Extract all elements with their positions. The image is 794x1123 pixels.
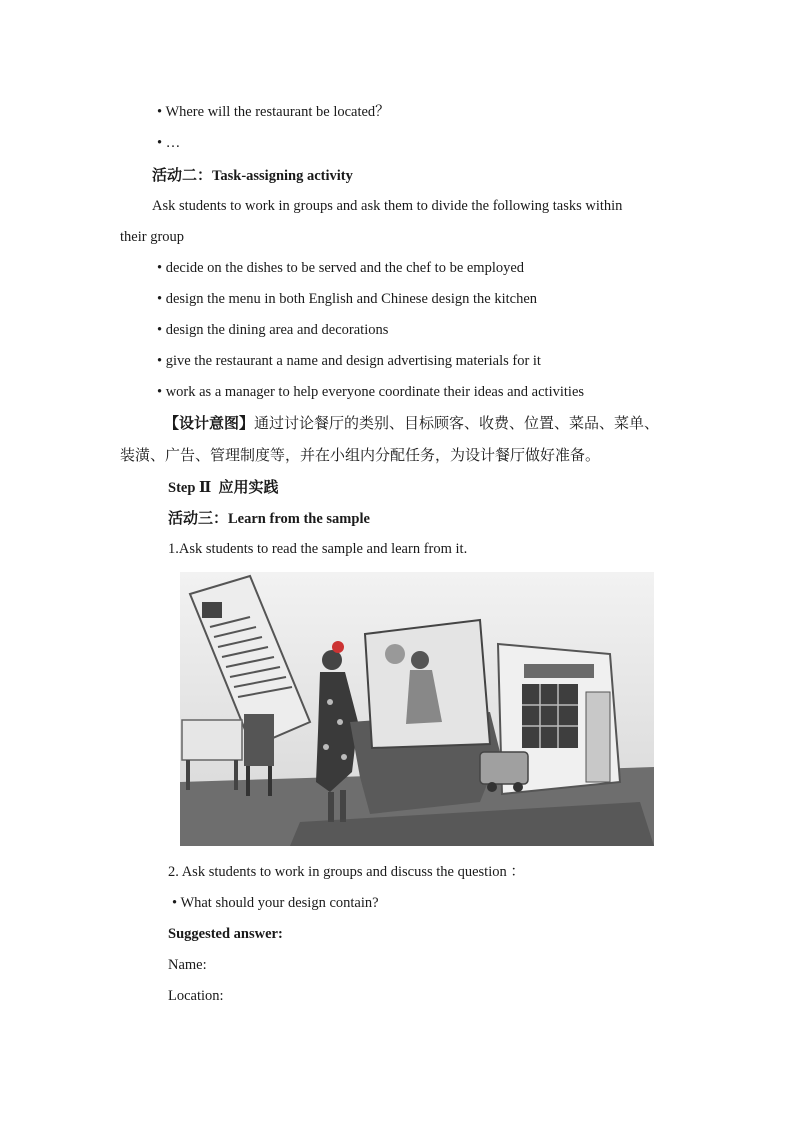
suggested-answer-heading: Suggested answer: <box>168 926 283 942</box>
answer-location-label: Location: <box>168 988 224 1004</box>
activity-2-label-en: Task-assigning activity <box>212 168 353 184</box>
task-item-name-advertising: • give the restaurant a name and design advertising materials for it <box>157 353 541 369</box>
answer-name-label: Name: <box>168 957 207 973</box>
bullet-design-question: • What should your design contain? <box>172 895 379 911</box>
activity-2-intro-line-1: Ask students to work in groups and ask them to divide the following tasks within <box>152 198 623 214</box>
activity-3-heading <box>168 509 370 528</box>
activity-3-item-2: 2. Ask students to work in groups and discuss the question ： <box>168 864 525 880</box>
bullet-ellipsis: • … <box>157 135 181 151</box>
activity-2-heading <box>152 166 353 185</box>
activity-2-label-cn: 活动二： <box>152 166 213 184</box>
step-2-heading <box>168 478 279 497</box>
task-item-menu: • design the menu in both English and Chinese design the kitchen <box>157 291 538 307</box>
restaurant-model-photo <box>180 572 654 846</box>
bullet-location-question: • Where will the restaurant be located？ <box>157 104 390 120</box>
activity-3-label-en: Learn from the sample <box>228 511 370 527</box>
design-intent-line-2: 装潢、广告、管理制度等，并在小组内分配任务，为设计餐厅做好准备。 <box>120 446 601 464</box>
design-intent-line-1 <box>164 414 659 432</box>
activity-3-item-1: 1.Ask students to read the sample and learn from it. <box>168 541 468 557</box>
activity-3-label-cn: 活动三： <box>168 509 229 527</box>
task-item-dishes: • decide on the dishes to be served and the chef to be employed <box>157 260 525 276</box>
design-intent-label: 【设计意图】 <box>164 414 255 432</box>
task-item-dining-area: • design the dining area and decorations <box>157 322 389 338</box>
task-item-manager: • work as a manager to help everyone coordinate their ideas and activities <box>157 384 585 400</box>
step-2-label-en: Step Ⅱ <box>168 480 212 496</box>
design-intent-text-1: 通过讨论餐厅的类别、目标顾客、收费、位置、菜品、菜单、 <box>254 414 660 432</box>
activity-2-intro-line-2: their group <box>120 229 185 245</box>
step-2-label-cn: 应用实践 <box>218 478 279 496</box>
